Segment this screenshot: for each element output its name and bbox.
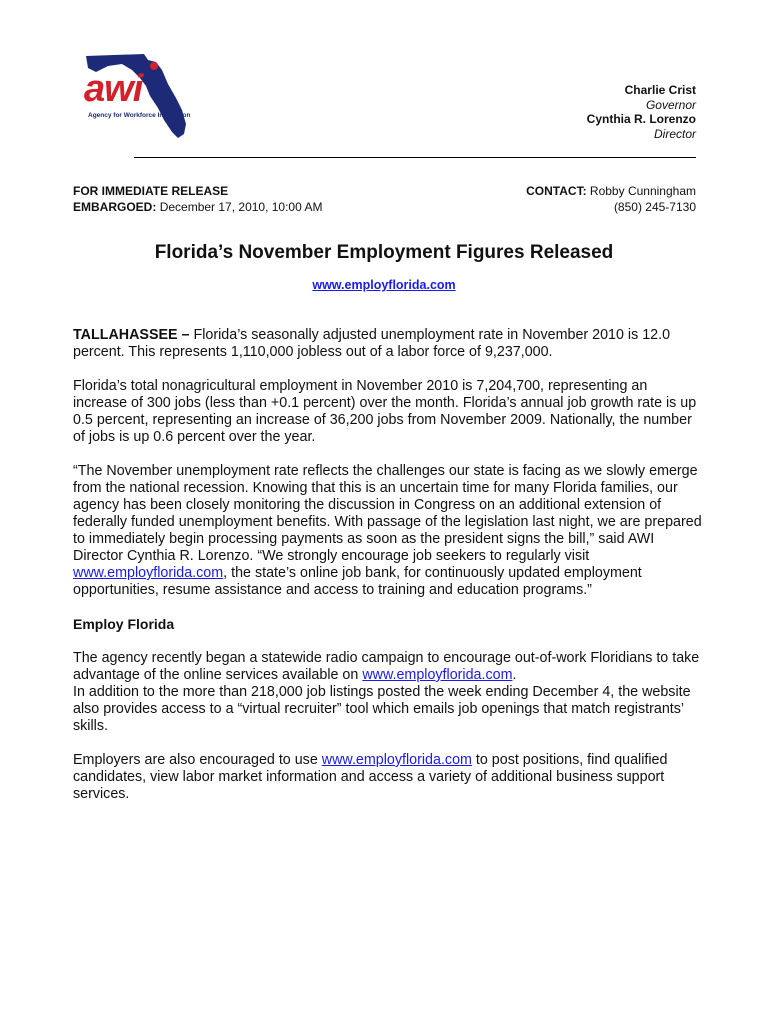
employflorida-link-1[interactable]: www.employflorida.com — [73, 565, 224, 581]
employflorida-link-3[interactable]: www.employflorida.com — [321, 752, 472, 768]
governor-title: Governor — [645, 97, 696, 112]
logo-text: awi — [84, 68, 143, 110]
paragraph-3 — [73, 463, 703, 599]
contact-label: CONTACT: — [526, 184, 587, 198]
contact-name: Robby Cunningham — [589, 184, 696, 198]
paragraph-5-text-a: Employers are also encouraged to use — [73, 752, 322, 768]
director-title: Director — [653, 126, 696, 141]
release-info — [73, 184, 322, 215]
section-heading: Employ Florida — [73, 616, 175, 632]
embargo-value: December 17, 2010, 10:00 AM — [159, 199, 323, 214]
article-body — [73, 327, 703, 820]
employflorida-header-link[interactable]: www.employflorida.com — [312, 278, 456, 292]
paragraph-4-text-a: The agency recently began a statewide radio campaign to encourage out-of-work Floridians to take advantage of the online services available on — [73, 650, 700, 683]
paragraph-5 — [73, 752, 703, 803]
embargo-line — [73, 200, 322, 216]
contact-info — [526, 184, 696, 215]
awi-logo — [84, 50, 194, 150]
paragraph-3-text-b: , the state’s online job bank, for continuously updated employment opportunities, resume assistance and access to training and education programs.” — [73, 565, 642, 598]
embargo-label: EMBARGOED: — [73, 199, 157, 214]
paragraph-1 — [73, 327, 703, 361]
governor-name: Charlie Crist — [624, 83, 696, 97]
contact-phone: (850) 245-7130 — [613, 199, 696, 214]
director-name: Cynthia R. Lorenzo — [586, 112, 696, 126]
paragraph-2: Florida’s total nonagricultural employment in November 2010 is 7,204,700, representing an increase of 300 jobs (less than +0.1 percent) over the month. Florida’s annual job growth rate is up 0.5 percent, representing an increase of 36,200 jobs from November 2009. Nationally, the number of jobs is up 0.6 percent over the year. — [73, 378, 697, 445]
release-label: FOR IMMEDIATE RELEASE — [73, 184, 229, 198]
paragraph-4-text-c: In addition to the more than 218,000 job listings posted the week ending December 4, the website also provides access to a “virtual recruiter” tool which emails job openings that match registrants’ skills. — [73, 684, 691, 734]
paragraph-5-text-b: to post positions, find qualified candidates, view labor market information and access a variety of additional business support services. — [73, 752, 668, 802]
employflorida-link-2[interactable]: www.employflorida.com — [362, 667, 513, 683]
officials-block — [587, 83, 696, 141]
paragraph-4 — [73, 650, 703, 735]
paragraph-4-text-b: . — [512, 667, 517, 683]
dateline: TALLAHASSEE – — [73, 327, 190, 343]
paragraph-1-text: Florida’s seasonally adjusted unemployment rate in November 2010 is 12.0 percent. This represents 1,110,000 jobless out of a labor force of 9,237,000. — [73, 327, 671, 360]
contact-line — [526, 184, 696, 200]
logo-tagline: Agency for Workforce Innovation — [88, 112, 191, 119]
paragraph-3-text-a: “The November unemployment rate reflects the challenges our state is facing as we slowly emerge from the national recession. Knowing that this is an uncertain time for many Florida families, our agency has been closely monitoring the discussion in Congress on an additional extension of federally funded unemployment benefits. With passage of the legislation last night, we are prepared to immediately begin processing payments as soon as the president signs the bill,” said AWI Director Cynthia R. Lorenzo. “We strongly encourage job seekers to regularly visit — [73, 463, 702, 564]
page-title: Florida’s November Employment Figures Released — [154, 242, 614, 263]
header-site-link-wrap — [0, 278, 768, 292]
header-divider — [134, 157, 696, 158]
